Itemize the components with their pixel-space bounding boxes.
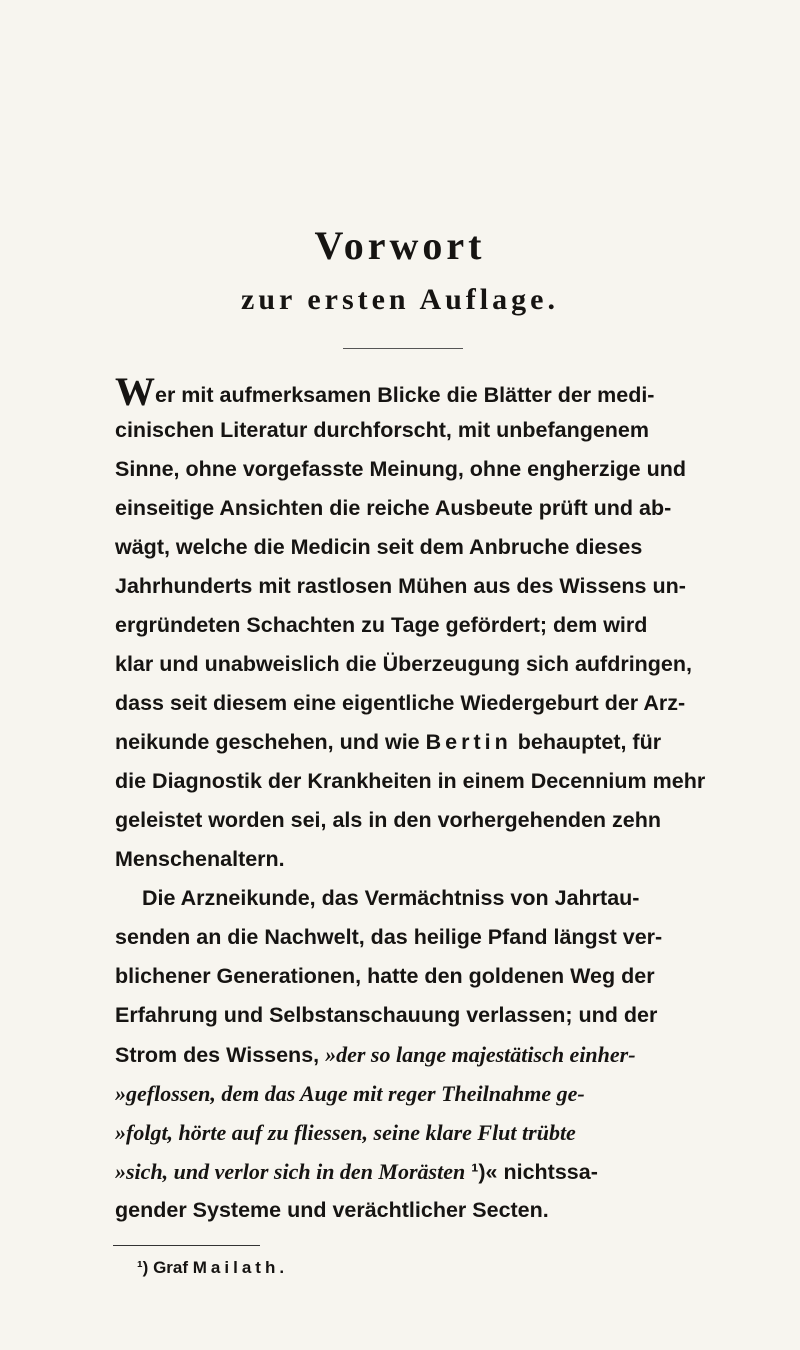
quotation: »der so lange majestätisch einher-	[325, 1042, 636, 1067]
quotation: »geflossen, dem das Auge mit reger Theilnahme ge-	[115, 1081, 585, 1106]
paragraph-start: Die Arzneikunde, das Vermächtniss von Jahrtau-	[142, 886, 640, 910]
text-line: die Diagnostik der Krankheiten in einem Decennium mehr	[115, 769, 706, 793]
text-line: ergründeten Schachten zu Tage gefördert; dem wird	[115, 613, 648, 637]
page-subtitle: zur ersten Auflage.	[241, 283, 559, 316]
text-line: Wer mit aufmerksamen Blicke die Blätter der medi-	[115, 369, 655, 414]
text-line: Jahrhunderts mit rastlosen Mühen aus des Wissens un-	[115, 574, 686, 598]
text-line: gender Systeme und verächtlicher Secten.	[115, 1198, 549, 1222]
text-line: Erfahrung und Selbstanschauung verlassen; und der	[115, 1003, 658, 1027]
text-line: senden an die Nachwelt, das heilige Pfand längst ver-	[115, 925, 663, 949]
text-line: Menschenaltern.	[115, 847, 285, 871]
title-divider	[343, 348, 463, 349]
footnote: ¹) Graf Mailath.	[137, 1258, 289, 1277]
drop-cap: W	[115, 369, 155, 414]
text-line: blichener Generationen, hatte den goldenen Weg der	[115, 964, 655, 988]
text-line: dass seit diesem eine eigentliche Wiedergeburt der Arz-	[115, 691, 686, 715]
text-line: einseitige Ansichten die reiche Ausbeute prüft und ab-	[115, 496, 672, 520]
body-text	[115, 369, 707, 1230]
quotation: »sich, und verlor sich in den Morästen	[115, 1159, 466, 1184]
text-line	[115, 1074, 707, 1113]
text-line: wägt, welche die Medicin seit dem Anbruche dieses	[115, 535, 643, 559]
text-line: Strom des Wissens, »der so lange majestätisch einher-	[115, 1042, 636, 1067]
footnote-marker: ¹)	[137, 1258, 149, 1277]
text-line: neikunde geschehen, und wie Bertin behauptet, für	[115, 730, 662, 754]
author-name-bertin: Bertin	[425, 730, 512, 754]
page-title: Vorwort	[314, 223, 486, 268]
text-line: geleistet worden sei, als in den vorhergehenden zehn	[115, 808, 661, 832]
text-line: Sinne, ohne vorgefasste Meinung, ohne engherzige und	[115, 457, 686, 481]
footnote-rule	[113, 1245, 260, 1246]
text-line	[115, 1113, 707, 1152]
text-line: »sich, und verlor sich in den Morästen ¹)« nichtssa-	[115, 1159, 598, 1184]
text-line: cinischen Literatur durchforscht, mit unbefangenem	[115, 418, 649, 442]
footnote-author: Mailath.	[192, 1258, 289, 1277]
text-line: klar und unabweislich die Überzeugung sich aufdringen,	[115, 652, 692, 676]
quotation: »folgt, hörte auf zu fliessen, seine klare Flut trübte	[115, 1120, 576, 1145]
